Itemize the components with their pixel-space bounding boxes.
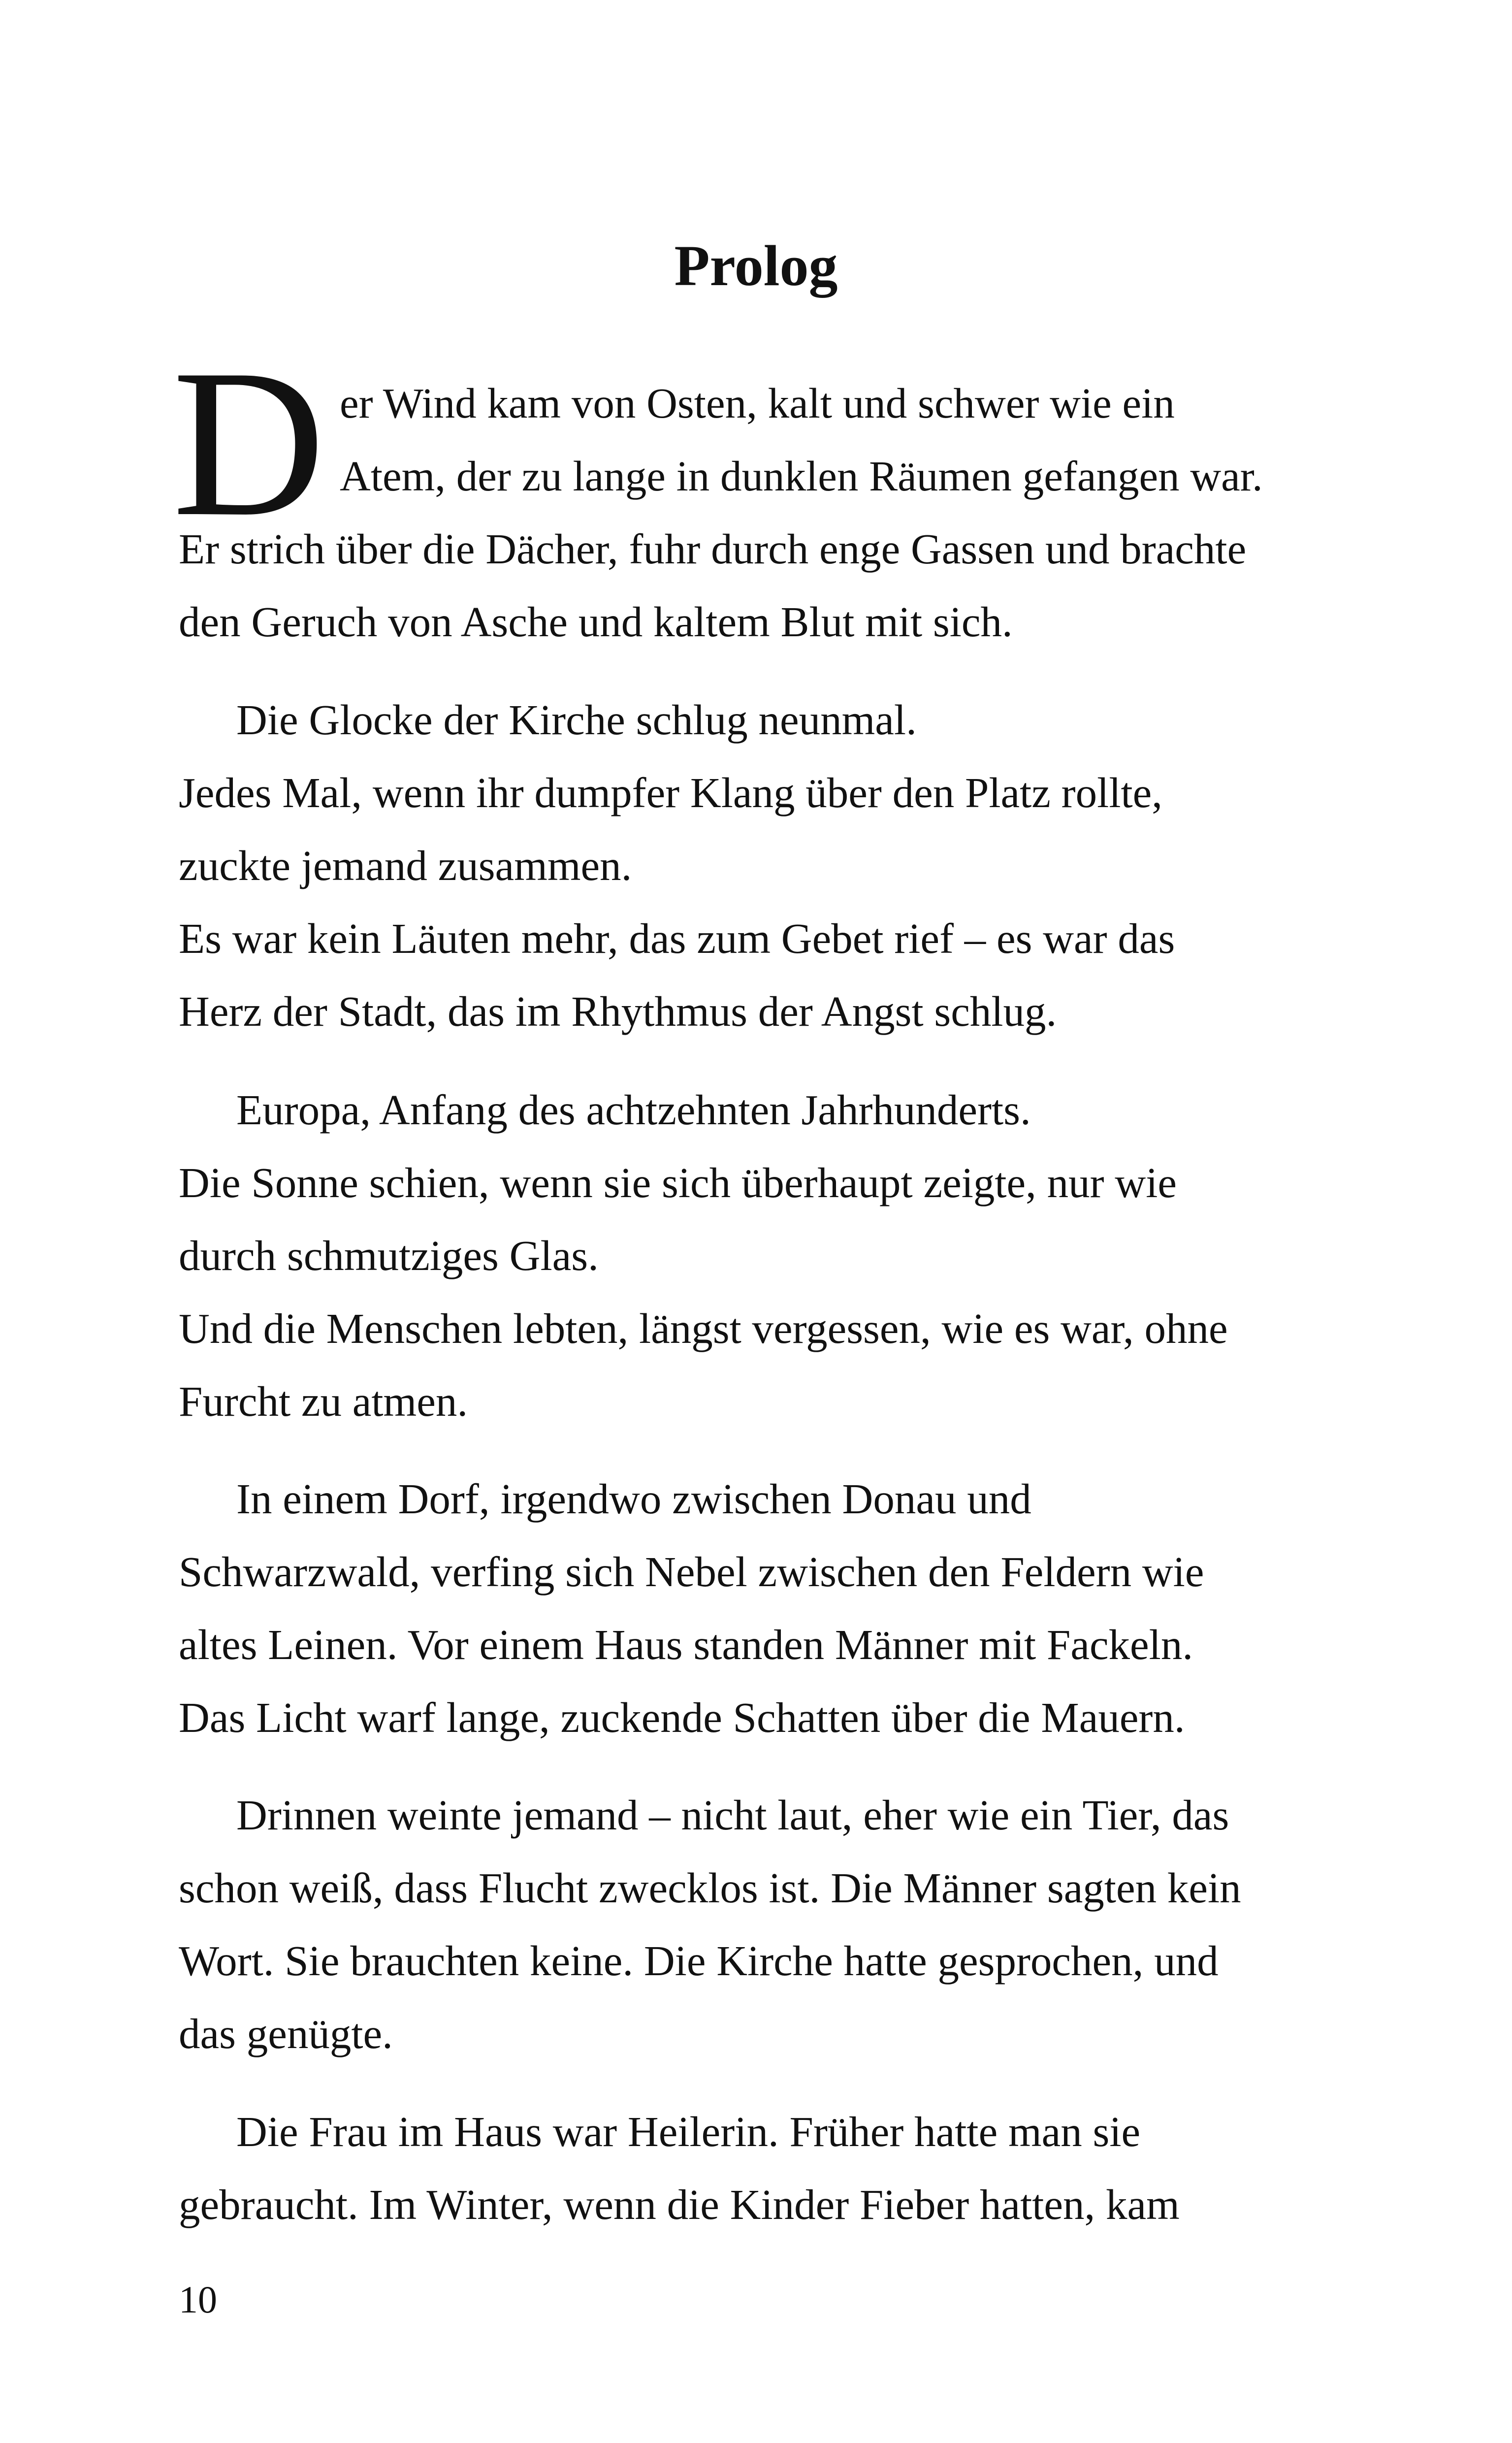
text-line: Jedes Mal, wenn ihr dumpfer Klang über den Platz rollte, xyxy=(179,769,1163,816)
text-line: Drinnen weinte jemand – nicht laut, eher wie ein Tier, das xyxy=(236,1791,1229,1839)
text-line: Herz der Stadt, das im Rhythmus der Angst schlug. xyxy=(179,987,1057,1035)
text-line: zuckte jemand zusammen. xyxy=(179,842,632,889)
text-line: Er strich über die Dächer, fuhr durch enge Gassen und brachte xyxy=(179,525,1247,573)
text-line: Es war kein Läuten mehr, das zum Gebet rief – es war das xyxy=(179,914,1175,962)
text-line: Atem, der zu lange in dunklen Räumen gefangen war. xyxy=(340,452,1263,500)
text-line: Und die Menschen lebten, längst vergessen, wie es war, ohne xyxy=(179,1304,1228,1352)
text-line: altes Leinen. Vor einem Haus standen Männer mit Fackeln. xyxy=(179,1621,1193,1668)
text-line: Die Glocke der Kirche schlug neunmal. xyxy=(236,696,917,744)
text-line: Schwarzwald, verfing sich Nebel zwischen den Feldern wie xyxy=(179,1548,1204,1596)
text-line: das genügte. xyxy=(179,2010,393,2057)
text-line: den Geruch von Asche und kaltem Blut mit sich. xyxy=(179,598,1013,646)
text-line: Europa, Anfang des achtzehnten Jahrhunderts. xyxy=(236,1086,1031,1134)
text-line: Wort. Sie brauchten keine. Die Kirche hatte gesprochen, und xyxy=(179,1937,1219,1985)
chapter-title: Prolog xyxy=(674,233,838,298)
text-line: Furcht zu atmen. xyxy=(179,1377,468,1425)
text-line: er Wind kam von Osten, kalt und schwer wie ein xyxy=(340,379,1175,427)
text-line: Die Sonne schien, wenn sie sich überhaupt zeigte, nur wie xyxy=(179,1159,1177,1206)
text-line: Das Licht warf lange, zuckende Schatten über die Mauern. xyxy=(179,1694,1185,1741)
text-line: gebraucht. Im Winter, wenn die Kinder Fieber hatten, kam xyxy=(179,2181,1180,2228)
text-line: durch schmutziges Glas. xyxy=(179,1232,599,1279)
text-line: schon weiß, dass Flucht zwecklos ist. Die Männer sagten kein xyxy=(179,1864,1241,1912)
text-line: In einem Dorf, irgendwo zwischen Donau und xyxy=(236,1475,1031,1523)
drop-cap: D xyxy=(172,326,325,560)
page-number: 10 xyxy=(179,2278,217,2321)
text-line: Die Frau im Haus war Heilerin. Früher hatte man sie xyxy=(236,2108,1141,2155)
